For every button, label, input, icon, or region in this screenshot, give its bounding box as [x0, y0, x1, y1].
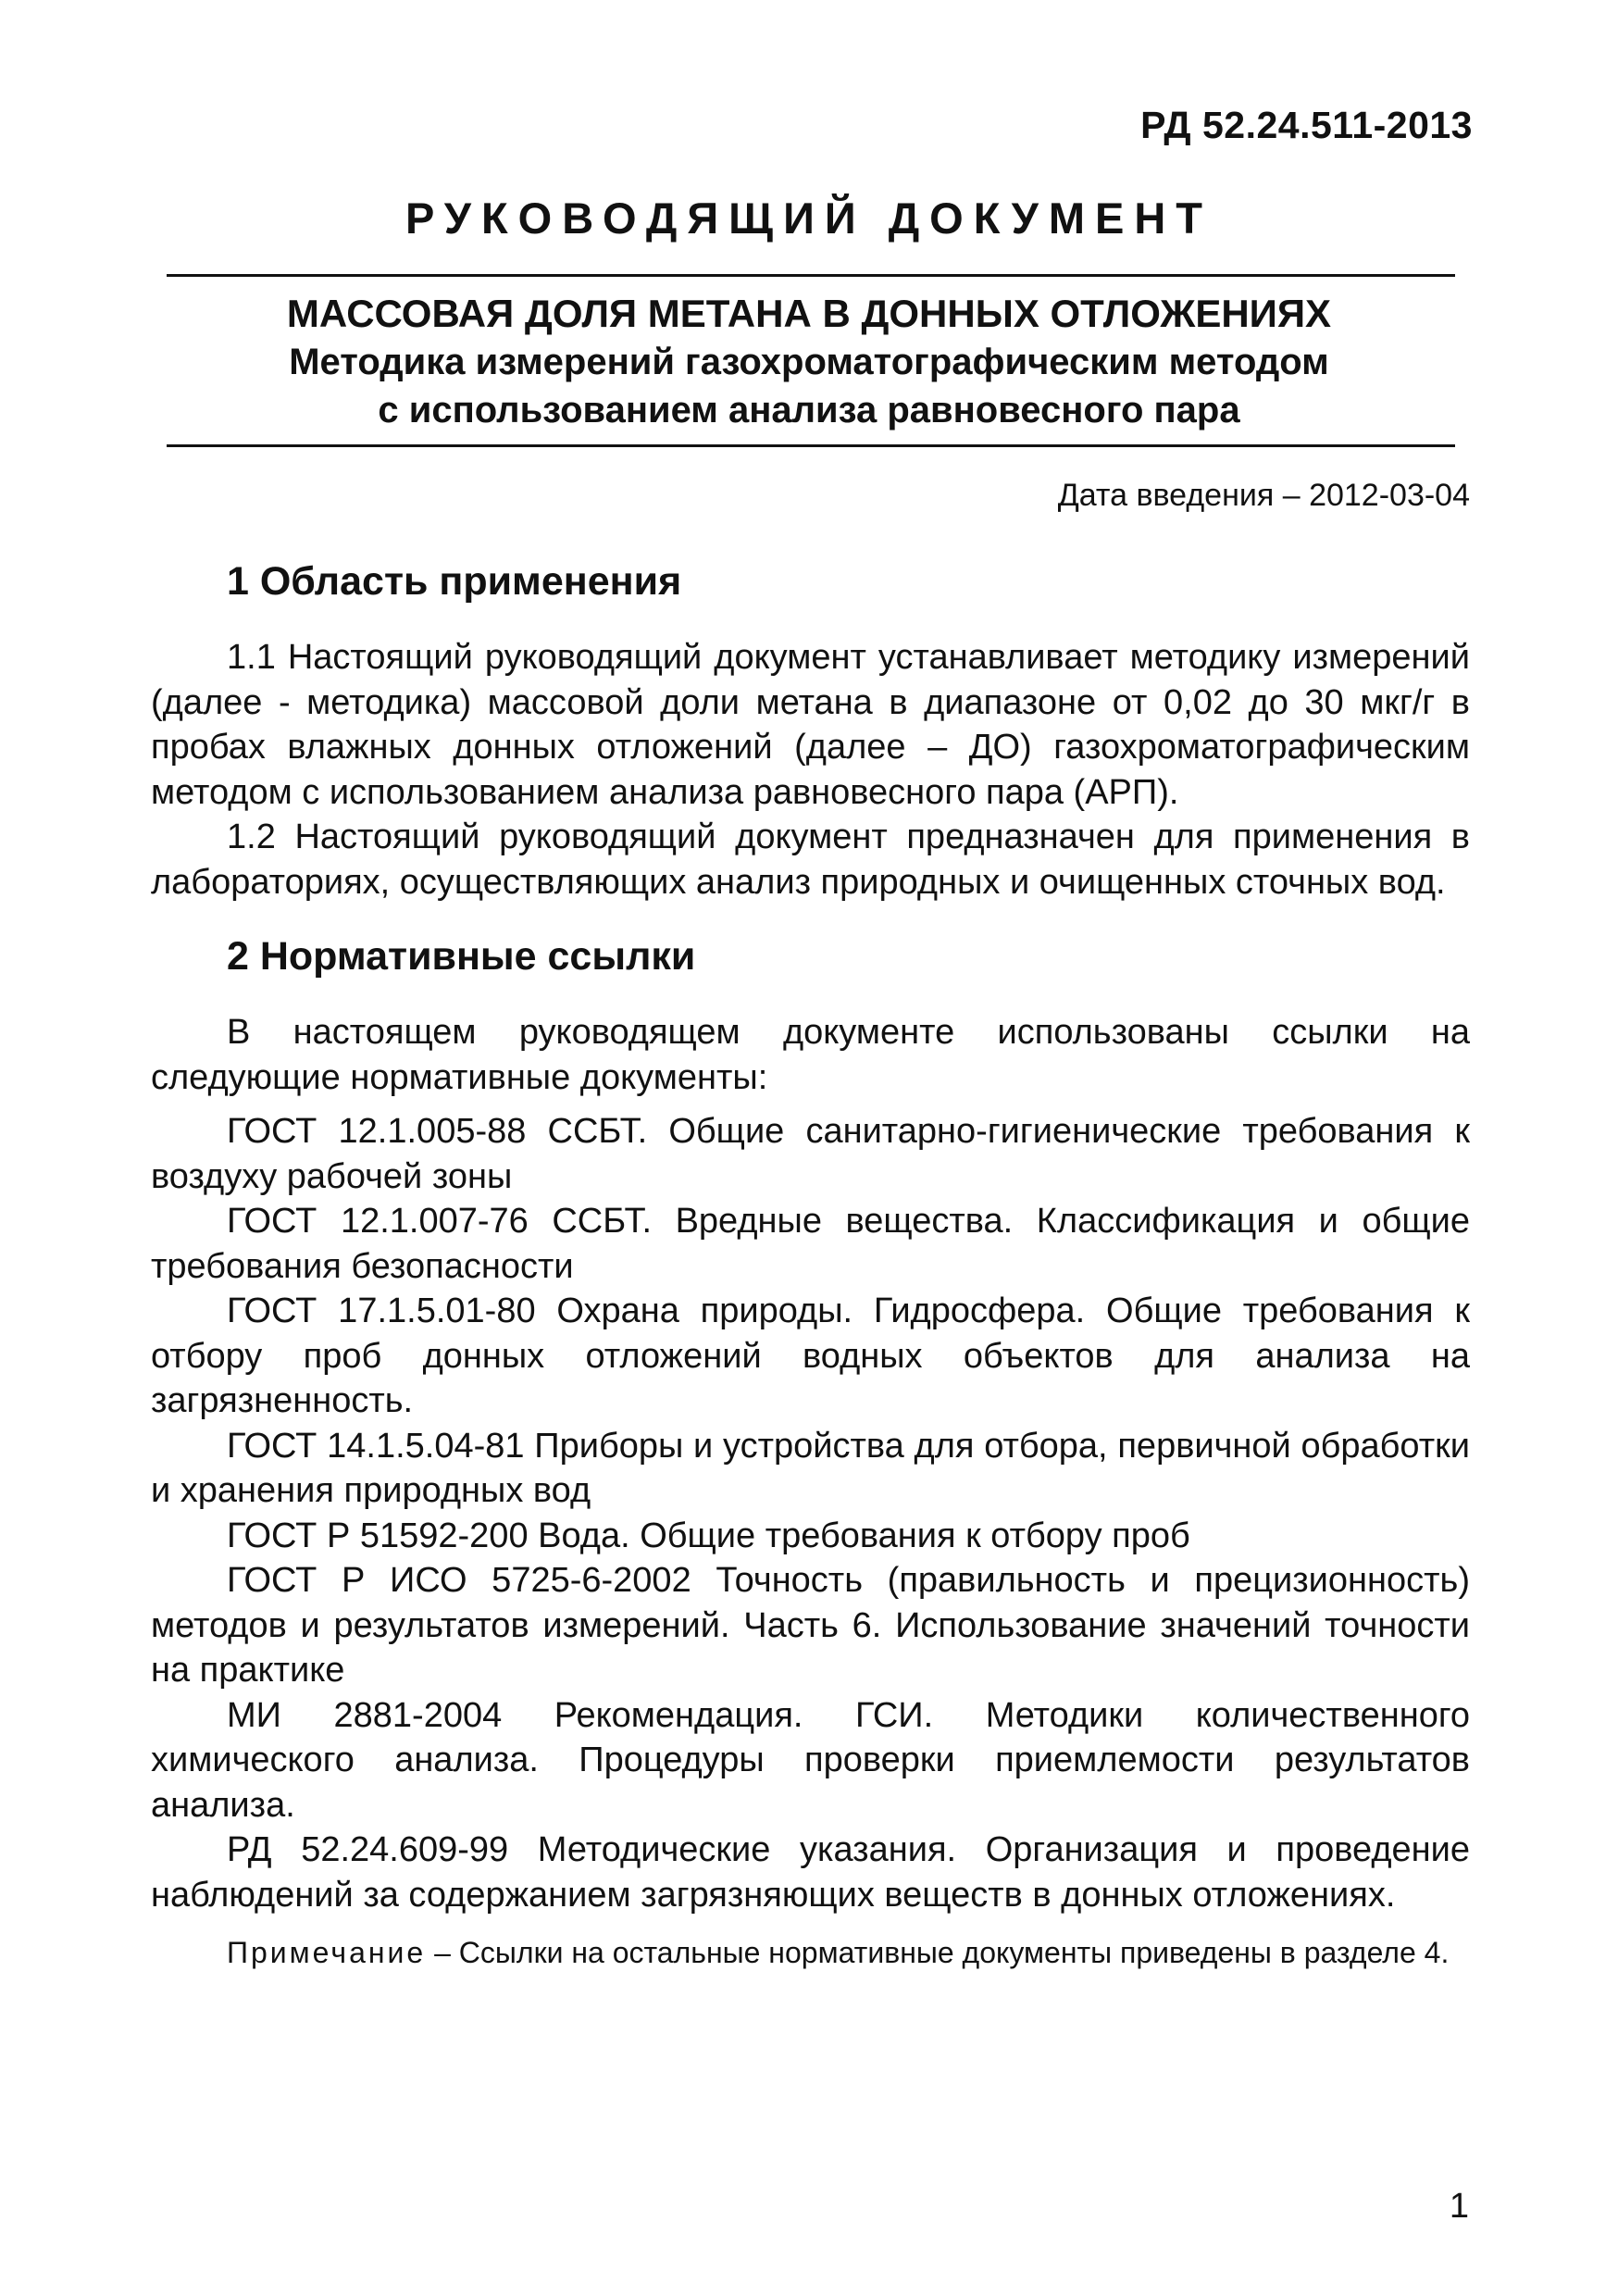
reference-item: ГОСТ Р ИСО 5725-6-2002 Точность (правильность и прецизионность) методов и результатов измерений. Часть 6. Использование значений точности на практике — [151, 1561, 1470, 1690]
section-1-paragraph-2: 1.2 Настоящий руководящий документ предназначен для применения в лабораториях, осуществляющих анализ природных и очищенных сточных вод. — [151, 817, 1470, 902]
reference-item: ГОСТ 17.1.5.01-80 Охрана природы. Гидросфера. Общие требования к отбору проб донных отложений водных объектов для анализа на загрязненность. — [151, 1292, 1470, 1420]
note — [151, 1932, 1470, 1973]
reference-item: МИ 2881-2004 Рекомендация. ГСИ. Методики количественного химического анализа. Процедуры проверки приемлемости результатов анализа. — [151, 1695, 1470, 1825]
section-1-paragraph-1: 1.1 Настоящий руководящий документ устанавливает методику измерений (далее - методика) массовой доли метана в диапазоне от 0,02 до 30 мкг/г в пробах влажных донных отложений (далее – ДО) газохроматографическим методом с использованием анализа равновесного пара (АРП). — [151, 638, 1470, 812]
reference-item: РД 52.24.609-99 Методические указания. Организация и проведение наблюдений за содержанием загрязняющих веществ в донных отложениях. — [151, 1830, 1470, 1915]
document-type-heading: РУКОВОДЯЩИЙ ДОКУМЕНТ — [405, 193, 1213, 243]
reference-item: ГОСТ 12.1.007-76 ССБТ. Вредные вещества. Классификация и общие требования безопасности — [151, 1202, 1470, 1286]
reference-list — [151, 1109, 1470, 1917]
page-number: 1 — [1449, 2187, 1469, 2226]
reference-item: ГОСТ Р 51592-200 Вода. Общие требования к отбору проб — [227, 1516, 1190, 1555]
title-subtitle-line-1: Методика измерений газохроматографическим методом — [289, 342, 1329, 382]
title-main: МАССОВАЯ ДОЛЯ МЕТАНА В ДОННЫХ ОТЛОЖЕНИЯХ — [286, 292, 1332, 335]
title-top-rule — [167, 274, 1455, 277]
section-2-heading: 2 Нормативные ссылки — [227, 934, 696, 979]
document-code: РД 52.24.511-2013 — [1140, 104, 1473, 146]
title-subtitle-line-2: с использованием анализа равновесного пара — [378, 390, 1240, 430]
section-2-lead: В настоящем руководящем документе использованы ссылки на следующие нормативные документы: — [151, 1013, 1470, 1097]
document-body — [151, 555, 1470, 1973]
note-label: Примечание — [227, 1936, 427, 1969]
note-text: – Ссылки на остальные нормативные документы приведены в разделе 4. — [426, 1936, 1450, 1969]
section-1-heading: 1 Область применения — [227, 559, 682, 604]
title-bottom-rule — [167, 444, 1455, 447]
title-block — [0, 290, 1618, 434]
introduction-date: Дата введения – 2012-03-04 — [1057, 478, 1470, 513]
reference-item: ГОСТ 14.1.5.04-81 Приборы и устройства для отбора, первичной обработки и хранения природных вод — [151, 1426, 1470, 1510]
reference-item: ГОСТ 12.1.005-88 ССБТ. Общие санитарно-гигиенические требования к воздуху рабочей зоны — [151, 1112, 1470, 1196]
